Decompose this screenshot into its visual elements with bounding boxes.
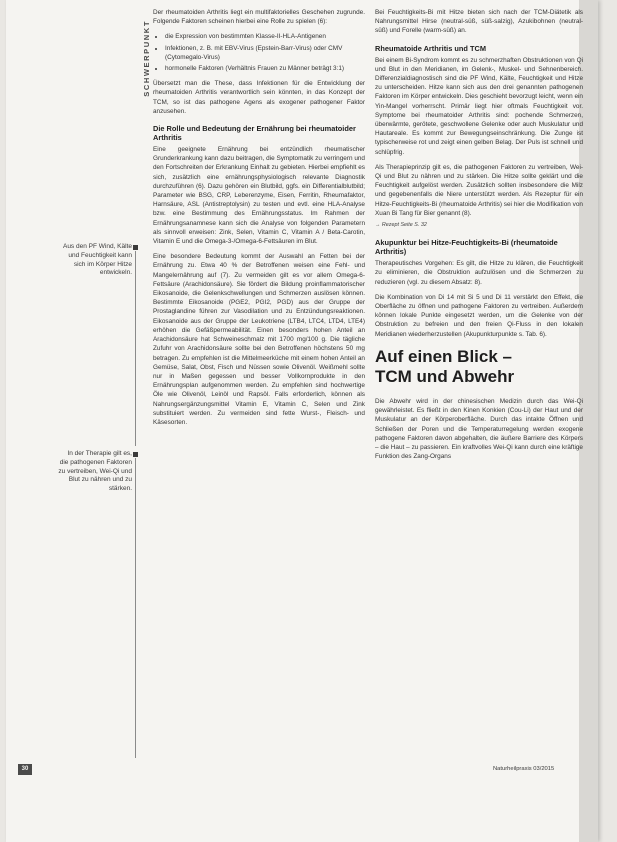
recipe-reference: → Rezept Seite S. 32 xyxy=(375,222,427,229)
section-heading: Rheumatoide Arthritis und TCM xyxy=(375,43,486,53)
margin-note-marker xyxy=(133,245,138,250)
margin-rule xyxy=(135,251,136,446)
column-right xyxy=(375,8,583,467)
margin-rule xyxy=(135,458,136,758)
margin-note-marker xyxy=(133,452,138,457)
box-title-line: Auf einen Blick – xyxy=(375,346,512,366)
intro-paragraph: Der rheumatoiden Arthritis liegt ein multifaktorielles Geschehen zugrunde. Folgende Faktoren scheinen hierbei eine Rolle zu spielen (6): xyxy=(153,9,365,26)
section-heading: Die Rolle und Bedeutung der Ernährung bei rheumatoider Arthritis xyxy=(153,124,356,143)
paragraph: Übersetzt man die These, dass Infektionen für die Entwicklung der rheumatoiden Arthritis verantwortlich sein könnten, in das Konzept der TCM, so ist das pathogene Agens als exogener pathogener Faktor anzusehen. xyxy=(153,80,365,115)
paragraph: Eine besondere Bedeutung kommt der Auswahl an Fetten bei der Ernährung zu. Etwa 40 % der Betroffenen weisen eine Fehl- und Mangelernährung auf (7). Zu vermeiden gilt es vor allem Omega-6-Fettsäure (Arachidonsäure). Sie fördert die Bildung proinflammatorischer Eikosanoide, die Gelenkschwellungen und Schmerzen auslösen können. Bestimmte Eikosanoide (PGE2, PGI2, PGD) aus der Gruppe der Prostaglandine führen zur Vasodilation und zu Entzündungsreaktionen. Eikosanoide aus der Gruppe der Leukotriene (LTB4, LTC4, LTD4, LTE4) erhöhen die Gefäßpermeabilität. Einen besonders hohen Anteil an Arachidonsäure hat Schweineschmalz mit 1700 mg/100 g. Die tägliche Zufuhr von Arachidonsäure sollte bei den Betroffenen höchstens 50 mg betragen. Zu empfehlen ist die Mittelmeerküche mit einem hohen Anteil an Gemüse, Salat, Obst, Fisch und Nüssen sowie Olivenöl. Weißmehl sollte nur in Maßen gegessen und besser Vollkornprodukte in den Ernährungsplan aufgenommen werden. Zu empfehlen sind hochwertige Öle wie Olivenöl, Leinöl und Rapsöl. Falls erforderlich, können als Nahrungsergänzungsmittel Vitamin E, Vitamin C, Selen und Zink substituiert werden. Zu vermeiden sind fette Wurst-, Fleisch- und Käsesorten. xyxy=(153,253,365,426)
paragraph: Bei Feuchtigkeits-Bi mit Hitze bieten sich nach der TCM-Diätetik als Nahrungsmittel Hirse (neutral-süß, süß-salzig), Azukibohnen (neutral-süß) und Forelle (warm-süß) an. xyxy=(375,9,583,35)
margin-note-2: In der Therapie gilt es, die pathogenen Faktoren zu vertreiben, Wei-Qi und Blut zu nähren und zu stärken. xyxy=(58,450,132,493)
journal-footer: Naturheilpraxis 03/2015 xyxy=(493,766,555,772)
section-title: SCHWERPUNKT xyxy=(142,20,151,97)
page-number: 30 xyxy=(18,764,32,775)
paragraph: Therapeutisches Vorgehen: Es gilt, die Hitze zu klären, die Feuchtigkeit zu eliminieren, die Obstruktion aufzulösen und die Schmerzen zu reduzieren (vgl. zu diesem Absatz: 8). xyxy=(375,260,583,286)
list-item: • Infektionen, z. B. mit EBV-Virus (Epstein-Barr-Virus) oder CMV (Cytomegalo-Virus) xyxy=(165,44,365,62)
factor-list xyxy=(153,32,365,73)
box-title-line: TCM und Abwehr xyxy=(375,366,515,386)
section-heading: Akupunktur bei Hitze-Feuchtigkeits-Bi (rheumatoide Arthritis) xyxy=(375,238,558,257)
paragraph: Die Abwehr wird in der chinesischen Medizin durch das Wei-Qi gewährleistet. Es fließt in den Kinen Konkien (Cou-Li) der Haut und der Muskulatur an der Körperoberfläche. Durch das intakte Öffnen und Schließen der Poren und die Temperaturregelung werden exogene pathogene Faktoren davon abgehalten, die äußere Barriere des Körpers – die Haut – zu passieren. Ein kraftvolles Wei-Qi kann durch eine kräftige Funktion des Zang-Organs xyxy=(375,397,583,461)
paragraph: Als Therapieprinzip gilt es, die pathogenen Faktoren zu vertreiben, Wei-Qi und Blut zu nähren und zu stärken. Die Hitze sollte geklärt und die Feuchtigkeit aufgelöst werden. Zusätzlich sollten insbesondere die Milz und gegebenenfalls die Niere unterstützt werden. Als Rezeptur für ein Hitze-Feuchtigkeits-Bi (rheumatoide Arthritis) sei hier die Modifikation von Xuan Bi Tang für Bier genannt (8). xyxy=(375,163,583,217)
paragraph: Eine geeignete Ernährung bei entzündlich rheumatischer Grunderkrankung kann dazu beitragen, die Symptomatik zu verringern und den Fortschreiten der Erkrankung Einhalt zu gebieten. Hierbei empfiehlt es sich, zusätzlich eine ernährungsphysiologisch relevante Diagnostik durchzuführen (6). Dazu gehören ein Blutbild, ggfs. ein Differentialblutbild; Parameter wie BSG, CRP, Leberenzyme, Eisen, Ferritin, Rheumafaktor, Harnsäure, ASL (Antistreptolysin) zu testen und evtl. eine HLA-Analyse bzw. eine Bestimmung des Ernährungsstatus. Im Rahmen der Ernährungsanamnese kann sich die Analyse von folgenden Parametern als sinnvoll erweisen: Zink, Selen, Vitamin C, Vitamin A / Beta-Carotin, Vitamin E und die Omega-3-/Omega-6-Fettsäuren im Blut. xyxy=(153,146,365,246)
margin-note-1: Aus den PF Wind, Kälte und Feuchtigkeit kann sich im Körper Hitze entwickeln. xyxy=(62,243,132,277)
magazine-page xyxy=(6,0,598,842)
list-item: • hormonelle Faktoren (Verhältnis Frauen zu Männer beträgt 3:1) xyxy=(165,64,365,73)
column-left xyxy=(153,8,365,433)
paragraph: Die Kombination von Di 14 mit Si 5 und Di 11 verstärkt den Effekt, die Oberfläche zu öffnen und pathogene Faktoren zu vertreiben. Außerdem können lokale Punkte eingesetzt werden, um die Gelenke von der Obstruktion zu befreien und den freien Qi-Fluss in den lokalen Meridianen wiederherzustellen (Akupunkturpunkte s. Tab. 6). xyxy=(375,293,583,338)
box-title xyxy=(375,347,583,387)
list-item: • die Expression von bestimmten Klasse-II-HLA-Antigenen xyxy=(165,32,365,41)
paragraph: Bei einem Bi-Syndrom kommt es zu schmerzhaften Obstruktionen von Qi und Blut in den Meridianen, im Gelenk-, Muskel- und Sehnenbereich. Differenzialdiagnostisch sind die PF Wind, Kälte, Feuchtigkeit und Hitze zu unterscheiden. Hitze kann sich aus den drei genannten pathogenen Faktoren im Körper entwickeln. Dies geschieht bevorzugt leicht, wenn ein Yin-Mangel vorherrscht. Primär liegt hier oftmals Feuchtigkeit vor. Symptome bei rheumatoider Arthritis sind: pochende Schmerzen, überwärmte, gerötete, geschwollene Gelenke oder auch Muskulatur und Hautareale. Es kommt zur Bewegungseinschränkung. Die Zunge ist typischerweise rot und zeigt einen gelben Belag. Der Puls ist schnell und schlüpfrig. xyxy=(375,56,583,156)
